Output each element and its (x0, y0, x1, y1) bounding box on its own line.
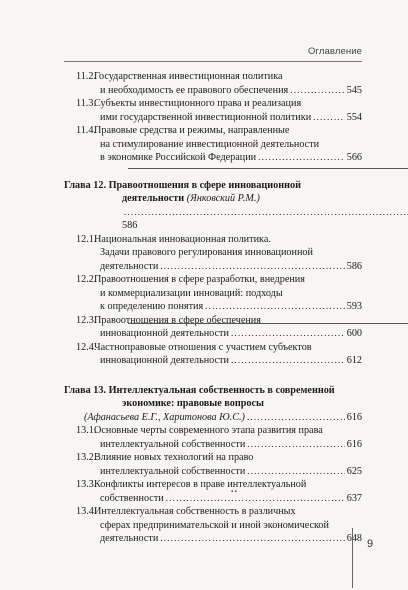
toc-entry (64, 97, 362, 124)
section-title-line: на стимулирование инвестиционной деятельности (100, 138, 320, 150)
chapter-13-authors-line (64, 411, 362, 425)
section-page: 612 (346, 355, 362, 366)
chapter-separator (128, 168, 408, 169)
section-title-last-line (94, 492, 362, 506)
section-page: 586 (346, 260, 362, 272)
section-title-line: Конфликты интересов в праве интеллектуальной (94, 479, 307, 490)
section-page: 600 (346, 328, 362, 339)
chapter-12 (64, 179, 362, 368)
section-number: 11.4. (76, 125, 96, 136)
section-title-line: в экономике Российской Федерации (100, 152, 257, 163)
section-title-last-line (94, 465, 362, 479)
section-number: 13.2. (76, 452, 97, 463)
section-number: 12.1. (76, 233, 97, 245)
leader-dots (231, 327, 345, 341)
section-number: 12.2. (76, 274, 97, 285)
section-title-line: интеллектуальной собственности (100, 465, 246, 477)
toc-entry (64, 124, 362, 165)
section-title-line: Частноправовые отношения с участием субъектов (94, 341, 312, 353)
section-title-last-line (94, 151, 362, 165)
section-title-last-line (94, 354, 362, 368)
leader-dots (290, 84, 344, 98)
section-page: 566 (346, 152, 362, 163)
section-number: 11.2. (76, 71, 96, 82)
section-title-line: Влияние новых технологий на право (94, 452, 254, 463)
chapter-13-page: 616 (346, 411, 362, 423)
leader-dots (247, 465, 344, 479)
section-page: 616 (346, 438, 362, 450)
section-title-line: и коммерциализации инноваций: подходы (100, 287, 283, 299)
section-title-line: Задачи правового регулирования инновационной (100, 247, 313, 258)
section-title-line: Правоотношения в сфере обеспечения (94, 314, 261, 326)
section-title-line: деятельности (100, 533, 159, 544)
page-number: 9 (367, 538, 374, 550)
footer-rule (352, 528, 353, 588)
section-title-line: Правовые средства и режимы, направленные (94, 125, 290, 136)
leader-dots (166, 492, 345, 506)
section-title-line: Национальная инновационная политика. (94, 233, 271, 245)
leader-dots (231, 354, 345, 368)
toc-entry (64, 341, 362, 368)
section-title-last-line (94, 300, 362, 314)
section-title-last-line (94, 84, 362, 98)
section-page: 637 (346, 492, 362, 504)
section-title-last-line (94, 532, 362, 546)
toc-entry (64, 424, 362, 451)
chapter-13-title: Глава 13. Интеллектуальная собственность в современной (64, 384, 335, 396)
section-number: 13.1. (76, 425, 97, 436)
section-title-line: Основные черты современного этапа развития права (94, 425, 323, 436)
section-page: 648 (346, 533, 362, 544)
section-title-line: ими государственной инвестиционной политики (100, 111, 312, 123)
leader-dots (160, 260, 344, 274)
chapter-12-authors: (Янковский Р.М.) (186, 193, 260, 204)
chapter-13-authors: (Афанасьева Е.Г., Харитонова Ю.С.) (84, 411, 245, 423)
chapter-13-title-line2: экономике: правовые вопросы (122, 398, 264, 409)
header-rule (64, 61, 362, 62)
toc-entry (64, 273, 362, 314)
leader-dots (247, 438, 344, 452)
section-number: 12.3. (76, 314, 97, 326)
toc-entry (64, 233, 362, 274)
section-number: 11.3. (76, 98, 96, 109)
toc-entry (64, 478, 362, 505)
section-title-last-line (94, 111, 362, 125)
section-title-last-line (94, 438, 362, 452)
chapter-12-title: Глава 12. Правоотношения в сфере инновационной (64, 179, 301, 191)
toc-entry (64, 505, 362, 546)
chapter-13 (64, 384, 362, 546)
section-page: 554 (346, 111, 362, 123)
toc-entry (64, 451, 362, 478)
section-title-line: и необходимость ее правового обеспечения (100, 84, 289, 96)
section-title-line: к определению понятия (100, 301, 204, 312)
section-title-line: собственности (100, 492, 164, 504)
leader-dots (247, 411, 345, 425)
print-specks: ▪ ▪ (231, 489, 237, 495)
section-title-last-line (94, 260, 362, 274)
toc-entry (64, 70, 362, 97)
chapter-12-title-line2: деятельности (122, 193, 185, 204)
section-title-line: сферах предпринимательской и иной экономической (100, 519, 329, 531)
section-number: 13.3. (76, 479, 97, 490)
section-title-line: Государственная инвестиционная политика (94, 71, 283, 82)
section-title-last-line (94, 327, 362, 341)
section-page: 545 (346, 84, 362, 96)
section-title-line: Интеллектуальная собственность в различных (94, 506, 296, 517)
section-title-line: инновационной деятельности (100, 355, 229, 366)
leader-dots (258, 151, 345, 165)
leader-dots (205, 300, 345, 314)
section-title-line: деятельности (100, 260, 159, 272)
section-title-line: инновационной деятельности (100, 328, 229, 339)
table-of-contents (64, 70, 362, 546)
chapter-12-sections (64, 233, 362, 368)
section-title-line: интеллектуальной собственности (100, 438, 246, 450)
leader-dots (124, 207, 408, 217)
section-number: 12.4. (76, 341, 97, 353)
chapter-13-sections (64, 424, 362, 546)
chapter-12-title-cont (64, 192, 362, 233)
section-number: 13.4. (76, 506, 97, 517)
chapter-separator (128, 323, 408, 324)
toc-entry (64, 314, 362, 341)
section-title-line: Субъекты инвестиционного права и реализация (94, 98, 302, 109)
leader-dots (313, 111, 345, 125)
leader-dots (160, 532, 344, 546)
section-page: 625 (346, 465, 362, 477)
section-title-line: Правоотношения в сфере разработки, внедрения (94, 274, 305, 285)
sections-before (64, 70, 362, 165)
section-page: 593 (346, 301, 362, 312)
running-head: Оглавление (308, 46, 362, 57)
chapter-12-page: 586 (122, 220, 138, 231)
